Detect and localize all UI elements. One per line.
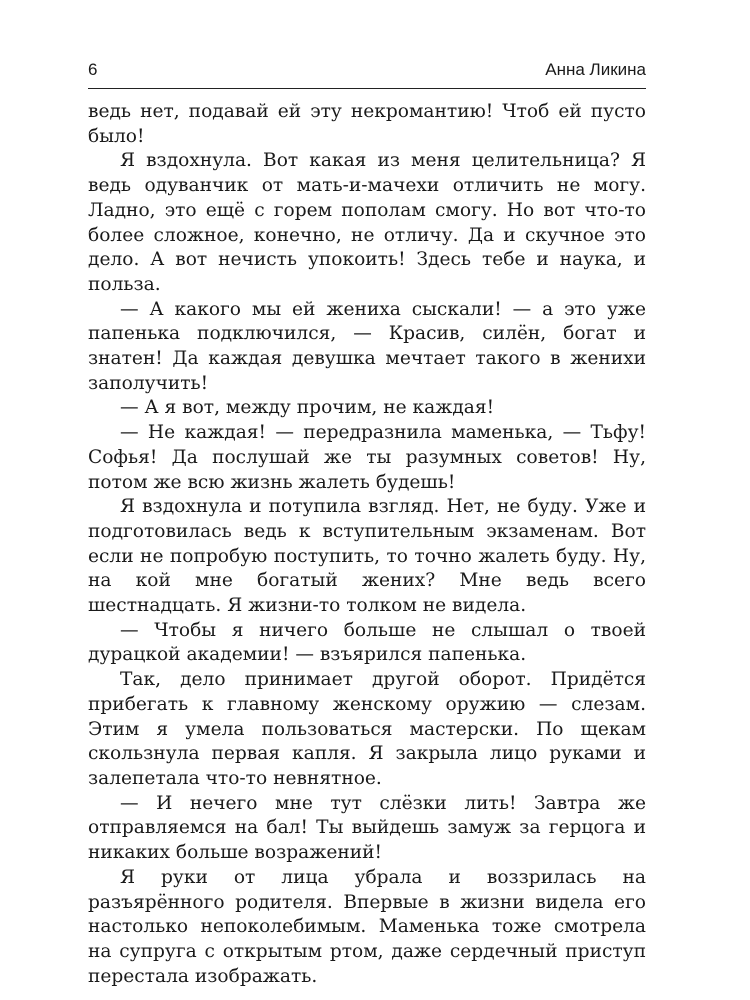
paragraph-10: Я руки от лица убрала и воззрилась на разъярённого родителя. Впервые в жизни видела его настолько непоколебимым. Маменька тоже смотрела на супруга с открытым ртом, даже сердечный приступ перестала изображать. (88, 866, 646, 987)
paragraph-7: — Чтобы я ничего больше не слышал о твоей дурацкой академии! — взъярился папенька. (88, 619, 646, 666)
paragraph-4: — А я вот, между прочим, не каждая! (120, 397, 495, 419)
paragraph-5: — Не каждая! — передразнила маменька, — Тьфу! Софья! Да послушай же ты разумных советов! Ну, потом же всю жизнь жалеть будешь! (88, 422, 646, 493)
page-header (88, 58, 646, 89)
paragraph-8: Так, дело принимает другой оборот. Придётся прибегать к главному женскому оружию — слезам. Этим я умела пользоваться мастерски. По щекам скользнула первая капля. Я закрыла лицо руками и залепетала что-то невнятное. (88, 669, 646, 789)
running-head-author: Анна Ликина (545, 60, 646, 79)
paragraph-1: ведь нет, подавай ей эту некромантию! Чтоб ей пусто было! (88, 101, 646, 147)
page-number: 6 (88, 60, 98, 79)
paragraph-6: Я вздохнула и потупила взгляд. Нет, не буду. Уже и подготовилась ведь к вступительным экзаменам. Вот если не попробую поступить, то точно жалеть буду. Ну, на кой мне богатый жених? Мне ведь всего шестнадцать. Я жизни-то толком не видела. (88, 496, 646, 617)
paragraph-3: — А какого мы ей жениха сыскали! — а это уже папенька подключился, — Красив, силён, богат и знатен! Да каждая девушка мечтает такого в женихи заполучить! (88, 298, 646, 394)
body-text (88, 100, 646, 989)
paragraph-9: — И нечего мне тут слёзки лить! Завтра же отправляемся на бал! Ты выйдешь замуж за герцога и никаких больше возражений! (88, 792, 646, 864)
paragraph-2: Я вздохнула. Вот какая из меня целительница? Я ведь одуванчик от мать-и-мачехи отличить не могу. Ладно, это ещё с горем пополам смогу. Но вот что-то более сложное, конечно, не отличу. Да и скучное это дело. А вот нечисть упокоить! Здесь тебе и наука, и польза. (88, 150, 646, 295)
